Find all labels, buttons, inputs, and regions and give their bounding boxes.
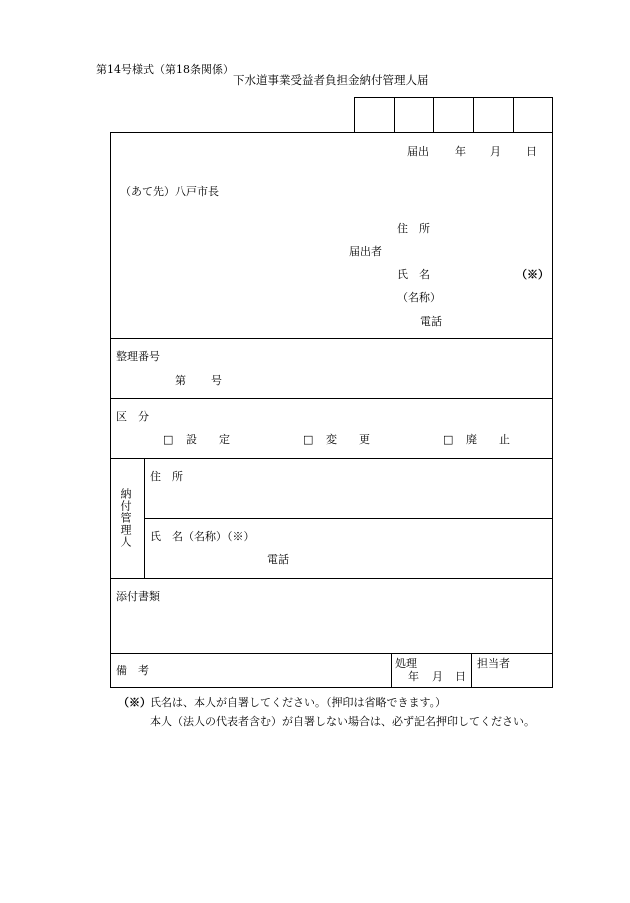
date-day: 日 (526, 145, 537, 158)
agent-side-label: 納付管理人 (119, 488, 132, 548)
box-divider (433, 97, 434, 133)
checkbox-icon[interactable]: □ (443, 433, 454, 446)
applicant-label: 届出者 (349, 245, 382, 258)
divider (110, 653, 553, 654)
divider (110, 398, 553, 399)
form-title: 下水道事業受益者負担金納付管理人届 (233, 73, 429, 87)
divider (144, 518, 553, 519)
box-divider (513, 97, 514, 133)
category-label: 区 分 (116, 410, 149, 423)
applicant-mark: （※） (516, 268, 549, 281)
footer-divider (391, 653, 392, 688)
agent-phone-label: 電話 (267, 553, 289, 566)
divider (110, 458, 553, 459)
reference-prefix: 第 (175, 374, 186, 387)
box-divider (394, 97, 395, 133)
processing-label: 処理 (395, 657, 417, 670)
agent-name-label: 氏 名（名称）（※） (150, 530, 255, 543)
agent-address-label: 住 所 (150, 470, 183, 483)
reference-boxes (354, 97, 553, 133)
processing-month: 月 (432, 670, 443, 683)
option-change: 変 更 (326, 433, 370, 446)
processing-day: 日 (455, 670, 466, 683)
note-mark: （※） (118, 696, 151, 709)
applicant-name-label: 氏 名 (397, 268, 430, 281)
applicant-phone-label: 電話 (420, 315, 442, 328)
option-establish: 設 定 (186, 433, 230, 446)
addressee: （あて先）八戸市長 (120, 185, 219, 198)
date-year: 年 (455, 145, 466, 158)
checkbox-icon[interactable]: □ (303, 433, 314, 446)
remarks-label: 備 考 (116, 664, 149, 677)
note-line-1: 氏名は、本人が自署してください。（押印は省略できます。） (150, 696, 447, 709)
reference-suffix: 号 (211, 374, 222, 387)
attachments-label: 添付書類 (116, 590, 160, 603)
date-month: 月 (490, 145, 501, 158)
divider (110, 578, 553, 579)
divider (110, 338, 553, 339)
date-label: 届出 (407, 145, 429, 158)
footer-divider (471, 653, 472, 688)
reference-label: 整理番号 (116, 350, 160, 363)
form-frame (110, 132, 553, 688)
applicant-alias-label: （名称） (397, 291, 441, 304)
note-line-2: 本人（法人の代表者含む）が自署しない場合は、必ず記名押印してください。 (150, 715, 535, 728)
processing-year: 年 (408, 670, 419, 683)
form-number: 第14号様式（第18条関係） (96, 63, 234, 76)
option-abolish: 廃 止 (466, 433, 510, 446)
box-divider (473, 97, 474, 133)
applicant-address-label: 住 所 (397, 222, 430, 235)
person-label: 担当者 (477, 657, 510, 670)
checkbox-icon[interactable]: □ (163, 433, 174, 446)
